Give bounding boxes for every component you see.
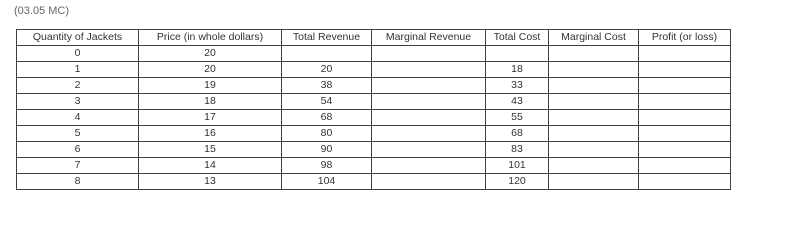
table-row bbox=[17, 142, 731, 158]
cell-total-cost: 43 bbox=[486, 94, 549, 110]
table-row bbox=[17, 126, 731, 142]
cell-marginal-cost bbox=[549, 158, 639, 174]
cell-quantity: 1 bbox=[17, 62, 139, 78]
cell-total-cost: 68 bbox=[486, 126, 549, 142]
cell-total-cost: 18 bbox=[486, 62, 549, 78]
cell-quantity: 2 bbox=[17, 78, 139, 94]
cell-quantity: 4 bbox=[17, 110, 139, 126]
table-row bbox=[17, 94, 731, 110]
cell-price: 13 bbox=[139, 174, 282, 190]
cell-profit bbox=[639, 158, 731, 174]
cell-total-cost: 83 bbox=[486, 142, 549, 158]
cell-total-revenue: 90 bbox=[282, 142, 372, 158]
cell-marginal-revenue bbox=[372, 174, 486, 190]
cell-quantity: 3 bbox=[17, 94, 139, 110]
cell-marginal-cost bbox=[549, 110, 639, 126]
cell-total-revenue: 80 bbox=[282, 126, 372, 142]
cell-marginal-cost bbox=[549, 78, 639, 94]
cell-price: 16 bbox=[139, 126, 282, 142]
header-marginal-revenue: Marginal Revenue bbox=[372, 30, 486, 46]
cell-marginal-revenue bbox=[372, 46, 486, 62]
cell-total-cost bbox=[486, 46, 549, 62]
table-row bbox=[17, 78, 731, 94]
cell-marginal-revenue bbox=[372, 158, 486, 174]
cell-marginal-revenue bbox=[372, 94, 486, 110]
cell-profit bbox=[639, 62, 731, 78]
cell-marginal-revenue bbox=[372, 110, 486, 126]
cell-marginal-cost bbox=[549, 126, 639, 142]
cell-marginal-cost bbox=[549, 174, 639, 190]
cell-quantity: 8 bbox=[17, 174, 139, 190]
cell-total-cost: 101 bbox=[486, 158, 549, 174]
cell-quantity: 5 bbox=[17, 126, 139, 142]
header-profit: Profit (or loss) bbox=[639, 30, 731, 46]
cell-total-cost: 33 bbox=[486, 78, 549, 94]
question-code: (03.05 MC) bbox=[14, 5, 70, 17]
cell-price: 20 bbox=[139, 62, 282, 78]
cell-profit bbox=[639, 126, 731, 142]
cell-price: 17 bbox=[139, 110, 282, 126]
cell-profit bbox=[639, 142, 731, 158]
table-row bbox=[17, 62, 731, 78]
header-total-revenue: Total Revenue bbox=[282, 30, 372, 46]
table-header-row bbox=[17, 30, 731, 46]
cell-total-revenue: 54 bbox=[282, 94, 372, 110]
cell-quantity: 6 bbox=[17, 142, 139, 158]
jackets-data-table bbox=[16, 29, 731, 190]
cell-marginal-revenue bbox=[372, 62, 486, 78]
cell-total-cost: 120 bbox=[486, 174, 549, 190]
cell-total-revenue: 68 bbox=[282, 110, 372, 126]
cell-price: 19 bbox=[139, 78, 282, 94]
cell-price: 20 bbox=[139, 46, 282, 62]
cell-total-revenue: 104 bbox=[282, 174, 372, 190]
cell-total-revenue: 20 bbox=[282, 62, 372, 78]
cell-quantity: 7 bbox=[17, 158, 139, 174]
cell-marginal-cost bbox=[549, 62, 639, 78]
table-row bbox=[17, 158, 731, 174]
cell-marginal-cost bbox=[549, 94, 639, 110]
cell-marginal-revenue bbox=[372, 78, 486, 94]
header-quantity: Quantity of Jackets bbox=[17, 30, 139, 46]
cell-profit bbox=[639, 46, 731, 62]
cell-profit bbox=[639, 110, 731, 126]
cell-marginal-cost bbox=[549, 46, 639, 62]
cell-profit bbox=[639, 78, 731, 94]
cell-price: 15 bbox=[139, 142, 282, 158]
table-row bbox=[17, 46, 731, 62]
cell-marginal-cost bbox=[549, 142, 639, 158]
cell-total-revenue: 98 bbox=[282, 158, 372, 174]
header-price: Price (in whole dollars) bbox=[139, 30, 282, 46]
table-row bbox=[17, 174, 731, 190]
header-marginal-cost: Marginal Cost bbox=[549, 30, 639, 46]
cell-total-revenue bbox=[282, 46, 372, 62]
cell-quantity: 0 bbox=[17, 46, 139, 62]
cell-price: 18 bbox=[139, 94, 282, 110]
table-row bbox=[17, 110, 731, 126]
cell-marginal-revenue bbox=[372, 126, 486, 142]
header-total-cost: Total Cost bbox=[486, 30, 549, 46]
cell-total-revenue: 38 bbox=[282, 78, 372, 94]
cell-marginal-revenue bbox=[372, 142, 486, 158]
cell-profit bbox=[639, 174, 731, 190]
cell-total-cost: 55 bbox=[486, 110, 549, 126]
cell-profit bbox=[639, 94, 731, 110]
cell-price: 14 bbox=[139, 158, 282, 174]
